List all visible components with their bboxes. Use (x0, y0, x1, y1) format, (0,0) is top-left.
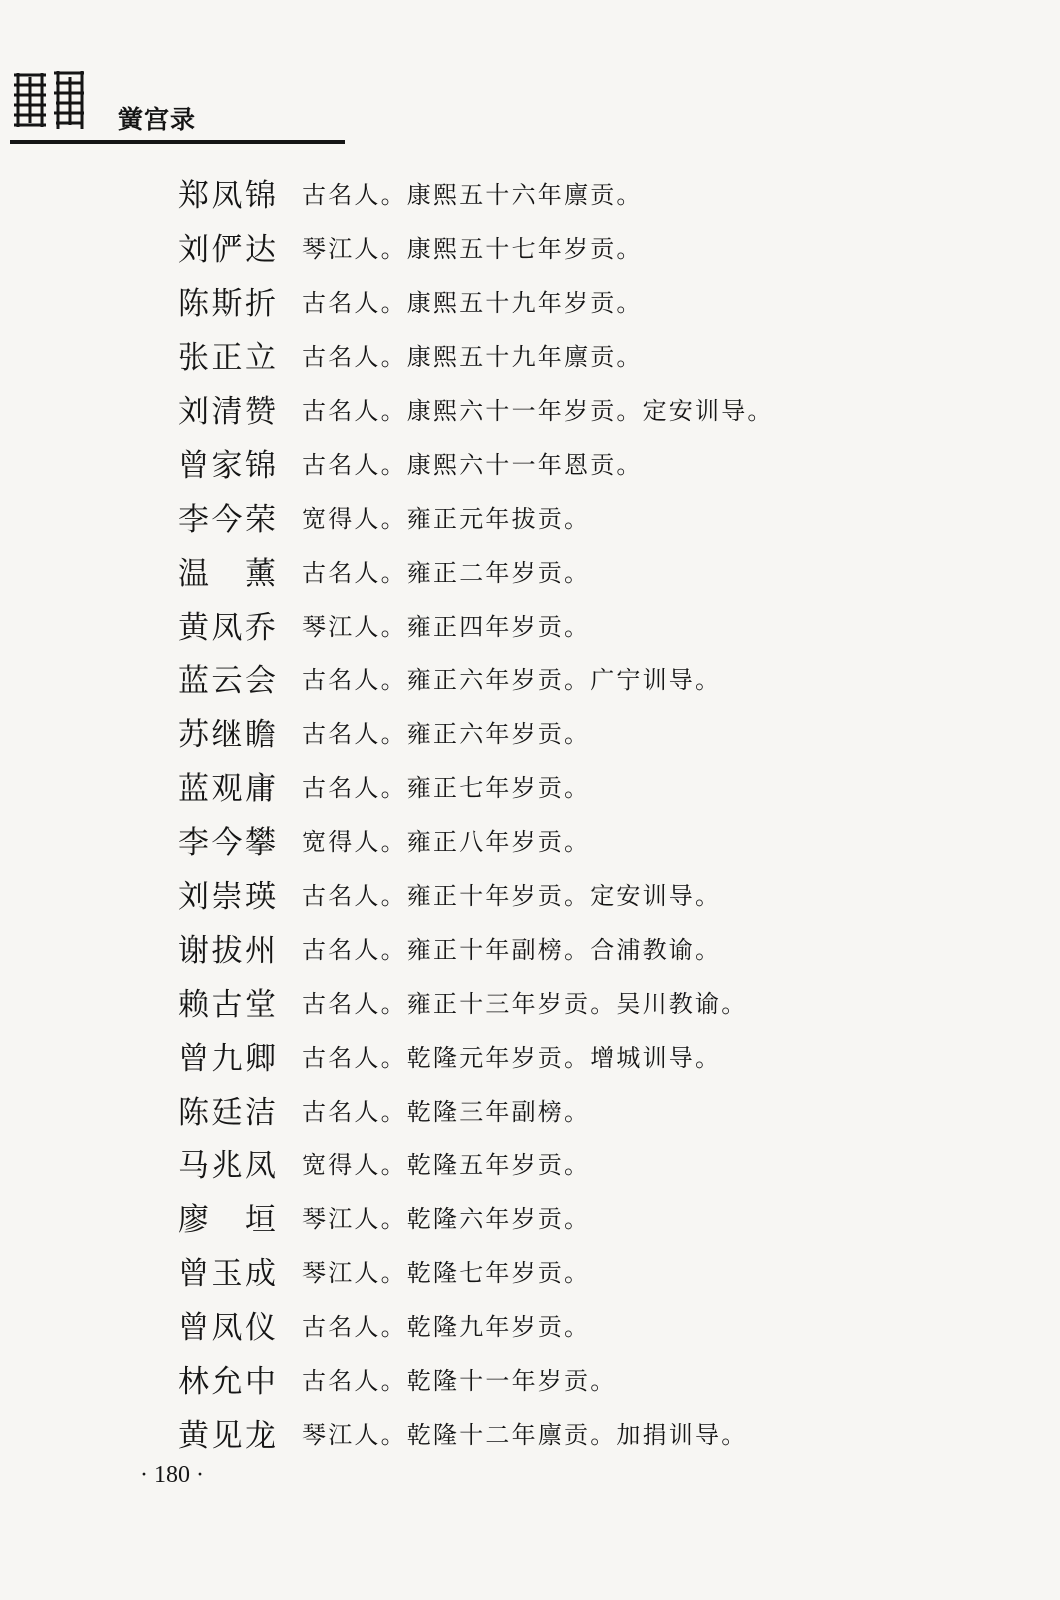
person-name: 蓝观庸 (178, 771, 276, 808)
person-name: 曾家锦 (178, 447, 276, 484)
person-description: 古名人。康熙六十一年恩贡。 (302, 450, 643, 479)
person-name: 林允中 (178, 1364, 276, 1401)
person-name: 蓝云会 (178, 663, 276, 700)
list-item (178, 759, 1018, 813)
person-name: 刘俨达 (178, 232, 276, 269)
person-description: 古名人。雍正十三年岁贡。吴川教谕。 (302, 989, 748, 1018)
person-name: 李今攀 (178, 825, 276, 862)
list-item (178, 489, 1018, 543)
list-item (178, 1190, 1018, 1244)
list-item (178, 651, 1018, 705)
seal-logo-icon (10, 67, 88, 133)
list-item (178, 1405, 1018, 1459)
person-name: 黄凤乔 (178, 609, 276, 646)
list-item (178, 867, 1018, 921)
list-item (178, 920, 1018, 974)
person-description: 古名人。乾隆元年岁贡。增城训导。 (302, 1043, 722, 1072)
person-name: 苏继瞻 (178, 717, 276, 754)
list-item (178, 543, 1018, 597)
person-description: 古名人。康熙五十九年廪贡。 (302, 343, 643, 372)
person-description: 古名人。乾隆三年副榜。 (302, 1097, 591, 1126)
person-description: 古名人。雍正二年岁贡。 (302, 558, 591, 587)
person-description: 宽得人。雍正八年岁贡。 (302, 828, 591, 857)
person-description: 古名人。乾隆九年岁贡。 (302, 1313, 591, 1342)
person-name: 马兆凤 (178, 1148, 276, 1185)
person-name: 黄见龙 (178, 1417, 276, 1454)
person-description: 古名人。雍正十年岁贡。定安训导。 (302, 882, 722, 911)
header-divider (10, 140, 345, 144)
person-name: 李今荣 (178, 501, 276, 538)
running-header (10, 62, 345, 152)
list-item (178, 328, 1018, 382)
person-description: 琴江人。乾隆七年岁贡。 (302, 1259, 591, 1288)
person-name: 刘清赞 (178, 394, 276, 430)
person-description: 琴江人。雍正四年岁贡。 (302, 612, 591, 641)
list-item (178, 974, 1018, 1028)
person-name: 赖古堂 (178, 986, 276, 1023)
person-description: 古名人。康熙六十一年岁贡。定安训导。 (302, 397, 774, 425)
list-item (178, 382, 1018, 436)
person-name: 廖 垣 (178, 1202, 276, 1239)
list-item (178, 1028, 1018, 1082)
person-description: 琴江人。乾隆十二年廪贡。加捐训导。 (302, 1420, 748, 1449)
person-description: 古名人。康熙五十九年岁贡。 (302, 289, 643, 318)
list-item (178, 1352, 1018, 1406)
page-number: · 180 · (140, 1462, 204, 1488)
person-description: 古名人。雍正六年岁贡。 (302, 720, 591, 749)
entry-list (178, 166, 1018, 1459)
book-title: 黉宫录 (118, 105, 197, 134)
person-name: 郑凤锦 (178, 178, 276, 215)
person-name: 曾玉成 (178, 1256, 276, 1293)
list-item (178, 1136, 1018, 1190)
list-item (178, 274, 1018, 328)
list-item (178, 220, 1018, 274)
list-item (178, 1298, 1018, 1352)
person-description: 琴江人。康熙五十七年岁贡。 (302, 235, 643, 264)
list-item (178, 1082, 1018, 1136)
list-item (178, 1244, 1018, 1298)
person-description: 宽得人。雍正元年拔贡。 (302, 504, 591, 533)
person-name: 曾凤仪 (178, 1310, 276, 1347)
person-description: 古名人。雍正六年岁贡。广宁训导。 (302, 666, 722, 695)
person-name: 陈斯折 (178, 286, 276, 323)
person-name: 陈廷洁 (178, 1094, 276, 1131)
list-item (178, 705, 1018, 759)
person-name: 刘崇瑛 (178, 879, 276, 916)
list-item (178, 813, 1018, 867)
person-description: 古名人。雍正七年岁贡。 (302, 774, 591, 803)
person-name: 温 薰 (178, 555, 276, 592)
person-name: 张正立 (178, 340, 276, 377)
person-name: 曾九卿 (178, 1040, 276, 1077)
person-description: 古名人。雍正十年副榜。合浦教谕。 (302, 935, 722, 964)
list-item (178, 435, 1018, 489)
person-description: 琴江人。乾隆六年岁贡。 (302, 1205, 591, 1234)
person-description: 宽得人。乾隆五年岁贡。 (302, 1151, 591, 1180)
list-item (178, 166, 1018, 220)
list-item (178, 597, 1018, 651)
person-description: 古名人。乾隆十一年岁贡。 (302, 1367, 617, 1396)
person-description: 古名人。康熙五十六年廪贡。 (302, 181, 643, 210)
person-name: 谢拔州 (178, 932, 276, 969)
